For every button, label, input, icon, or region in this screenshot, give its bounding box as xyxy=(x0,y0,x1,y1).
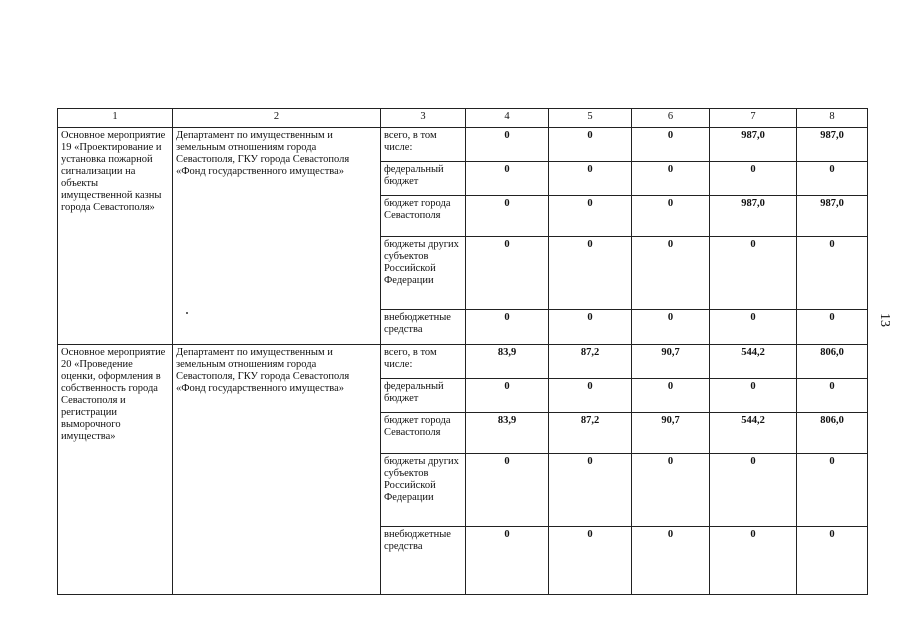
header-cell: 8 xyxy=(797,109,868,128)
amount-cell: 0 xyxy=(466,379,549,413)
table-row xyxy=(58,128,868,162)
funding-source: всего, в том числе: xyxy=(381,128,466,162)
amount-cell: 87,2 xyxy=(549,413,632,454)
amount-cell: 0 xyxy=(549,454,632,527)
amount-cell: 0 xyxy=(710,310,797,345)
amount-cell: 0 xyxy=(797,454,868,527)
amount-cell: 806,0 xyxy=(797,413,868,454)
amount-cell: 0 xyxy=(710,527,797,595)
budget-table xyxy=(57,108,868,595)
amount-cell: 0 xyxy=(549,310,632,345)
amount-cell: 0 xyxy=(549,162,632,196)
amount-cell: 0 xyxy=(797,162,868,196)
funding-source: бюджет города Севастополя xyxy=(381,196,466,237)
header-cell: 3 xyxy=(381,109,466,128)
page-number: 13 xyxy=(877,313,892,327)
amount-cell: 0 xyxy=(632,310,710,345)
amount-cell: 0 xyxy=(632,162,710,196)
funding-source: федеральный бюджет xyxy=(381,379,466,413)
amount-cell: 0 xyxy=(549,237,632,310)
amount-cell: 0 xyxy=(632,196,710,237)
amount-cell: 0 xyxy=(466,196,549,237)
amount-cell: 987,0 xyxy=(797,128,868,162)
amount-cell: 0 xyxy=(549,527,632,595)
amount-cell: 87,2 xyxy=(549,345,632,379)
amount-cell: 83,9 xyxy=(466,413,549,454)
amount-cell: 0 xyxy=(466,162,549,196)
funding-source: всего, в том числе: xyxy=(381,345,466,379)
amount-cell: 0 xyxy=(797,237,868,310)
amount-cell: 0 xyxy=(632,527,710,595)
amount-cell: 90,7 xyxy=(632,345,710,379)
funding-source: внебюджетные средства xyxy=(381,310,466,345)
header-cell: 2 xyxy=(173,109,381,128)
measure-executor: Департамент по имущественным и земельным отношениям города Севастополя, ГКУ города Севастополя «Фонд государственного имущества» xyxy=(173,128,381,345)
amount-cell: 83,9 xyxy=(466,345,549,379)
header-cell: 4 xyxy=(466,109,549,128)
amount-cell: 987,0 xyxy=(710,196,797,237)
header-cell: 1 xyxy=(58,109,173,128)
amount-cell: 0 xyxy=(710,379,797,413)
amount-cell: 0 xyxy=(797,527,868,595)
header-row xyxy=(58,109,868,128)
measure-name: Основное мероприятие 19 «Проектирование и установка пожарной сигнализации на объекты имущественной казны города Севастополя» xyxy=(58,128,173,345)
funding-source: федеральный бюджет xyxy=(381,162,466,196)
amount-cell: 987,0 xyxy=(710,128,797,162)
header-cell: 7 xyxy=(710,109,797,128)
funding-source: внебюджетные средства xyxy=(381,527,466,595)
stray-dot xyxy=(186,312,188,314)
amount-cell: 0 xyxy=(632,379,710,413)
amount-cell: 90,7 xyxy=(632,413,710,454)
funding-source: бюджет города Севастополя xyxy=(381,413,466,454)
amount-cell: 0 xyxy=(632,237,710,310)
amount-cell: 0 xyxy=(466,237,549,310)
amount-cell: 0 xyxy=(797,379,868,413)
amount-cell: 0 xyxy=(632,128,710,162)
amount-cell: 544,2 xyxy=(710,413,797,454)
header-cell: 5 xyxy=(549,109,632,128)
funding-source: бюджеты других субъектов Российской Федерации xyxy=(381,454,466,527)
measure-name: Основное мероприятие 20 «Проведение оценки, оформления в собственность города Севастополя и регистрации выморочного имущества» xyxy=(58,345,173,595)
amount-cell: 0 xyxy=(710,162,797,196)
amount-cell: 0 xyxy=(549,196,632,237)
amount-cell: 0 xyxy=(466,128,549,162)
amount-cell: 0 xyxy=(466,454,549,527)
amount-cell: 0 xyxy=(632,454,710,527)
funding-source: бюджеты других субъектов Российской Федерации xyxy=(381,237,466,310)
amount-cell: 0 xyxy=(549,379,632,413)
amount-cell: 0 xyxy=(710,454,797,527)
amount-cell: 544,2 xyxy=(710,345,797,379)
amount-cell: 0 xyxy=(797,310,868,345)
amount-cell: 0 xyxy=(710,237,797,310)
amount-cell: 806,0 xyxy=(797,345,868,379)
amount-cell: 987,0 xyxy=(797,196,868,237)
amount-cell: 0 xyxy=(466,310,549,345)
table-row xyxy=(58,345,868,379)
amount-cell: 0 xyxy=(466,527,549,595)
measure-executor: Департамент по имущественным и земельным отношениям города Севастополя, ГКУ города Севастополя «Фонд государственного имущества» xyxy=(173,345,381,595)
amount-cell: 0 xyxy=(549,128,632,162)
header-cell: 6 xyxy=(632,109,710,128)
